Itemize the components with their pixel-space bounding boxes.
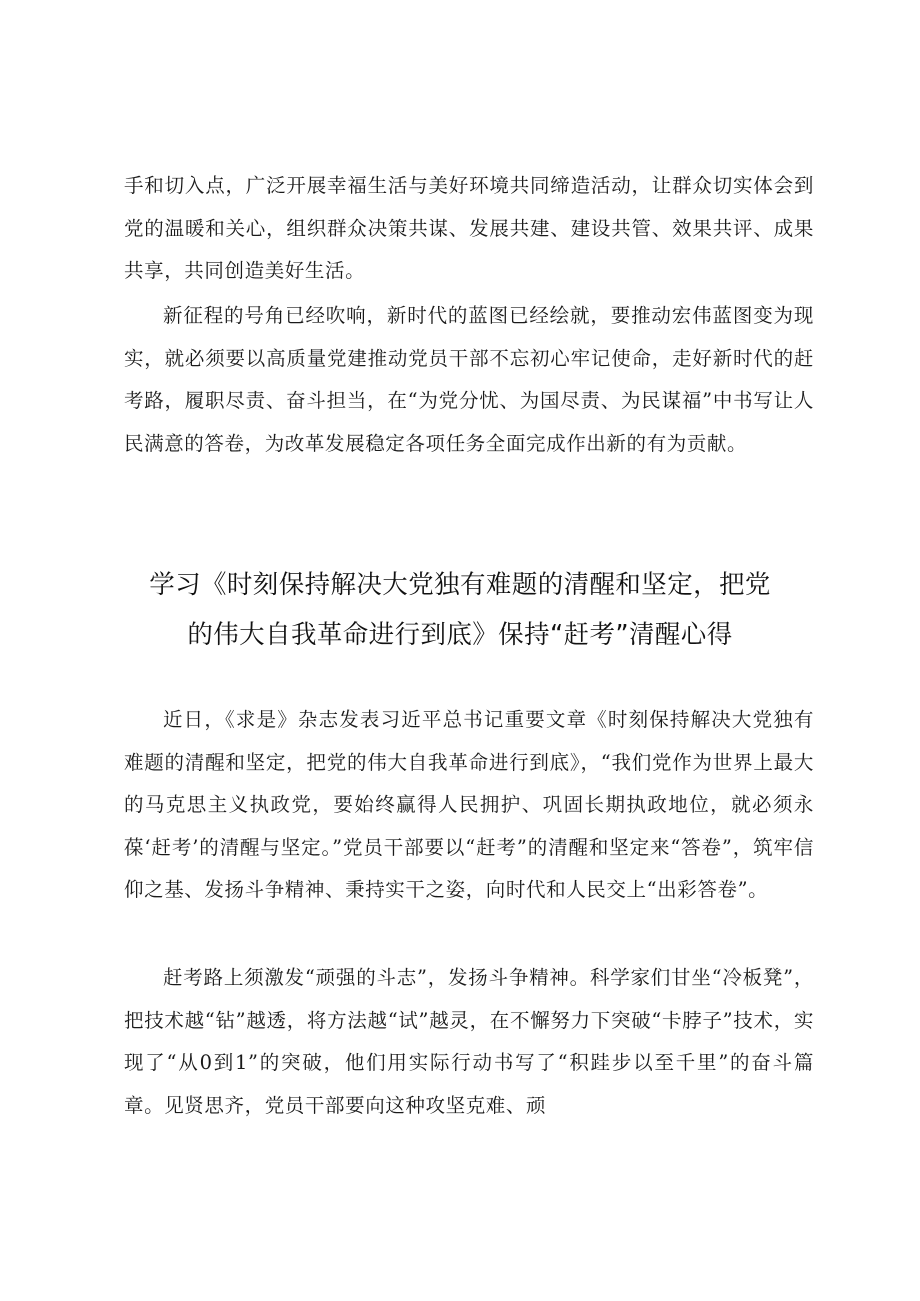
mission-paragraph-block bbox=[124, 295, 814, 465]
struggle-paragraph-block bbox=[124, 957, 814, 1127]
intro-paragraph: 近日，《求是》杂志发表习近平总书记重要文章《时刻保持解决大党独有难题的清醒和坚定，把党的伟大自我革命进行到底》，“我们党作为世界上最大的马克思主义执政党，要始终赢得人民拥护、巩固长期执政地位，就必须永葆‘赶考’的清醒与坚定。”党员干部要以“赶考”的清醒和坚定来“答卷”，筑牢信仰之基、发扬斗争精神、秉持实干之姿，向时代和人民交上“出彩答卷”。 bbox=[124, 708, 814, 902]
continued-paragraph: 手和切入点，广泛开展幸福生活与美好环境共同缔造活动，让群众切实体会到党的温暖和关心，组织群众决策共谋、发展共建、建设共管、效果共评、成果共享，共同创造美好生活。 bbox=[124, 174, 814, 283]
article-title-line-1: 学习《时刻保持解决大党独有难题的清醒和坚定，把党 bbox=[149, 570, 771, 600]
mission-paragraph: 新征程的号角已经吹响，新时代的蓝图已经绘就，要推动宏伟蓝图变为现实，就必须要以高质量党建推动党员干部不忘初心牢记使命，走好新时代的赶考路，履职尽责、奋斗担当，在“为党分忧、为国尽责、为民谋福”中书写让人民满意的答卷，为改革发展稳定各项任务全面完成作出新的有为贡献。 bbox=[124, 304, 814, 455]
article-title bbox=[100, 560, 820, 660]
continued-paragraph-block bbox=[124, 165, 814, 293]
article-title-line-2: 的伟大自我革命进行到底》保持“赶考”清醒心得 bbox=[187, 620, 733, 650]
intro-paragraph-block bbox=[124, 699, 814, 912]
struggle-paragraph: 赶考路上须激发“顽强的斗志”，发扬斗争精神。科学家们甘坐“冷板凳”，把技术越“钻”越透，将方法越“试”越灵，在不懈努力下突破“卡脖子”技术，实现了“从0到1”的突破，他们用实际行动书写了“积跬步以至千里”的奋斗篇章。见贤思齐，党员干部要向这种攻坚克难、顽 bbox=[124, 966, 814, 1117]
